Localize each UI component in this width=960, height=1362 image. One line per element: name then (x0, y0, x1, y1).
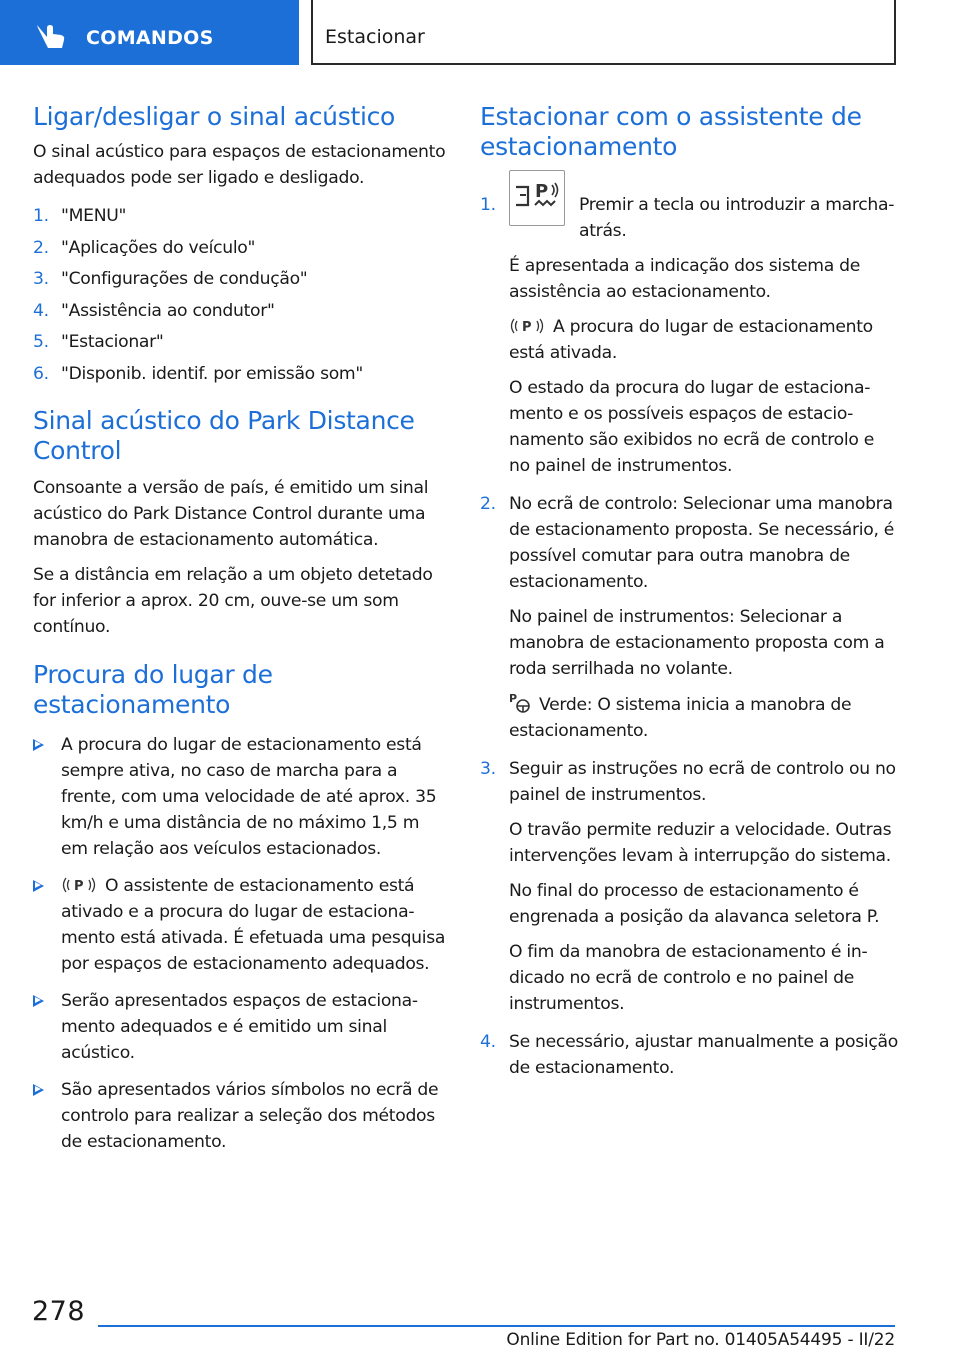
heading-pdc-signal: Sinal acústico do Park Distance Control (33, 405, 415, 465)
svg-text:P: P (535, 181, 548, 202)
list-item: 6. "Disponib. identif. por emissão som" (33, 363, 363, 384)
menu-steps-list (33, 203, 451, 387)
list-item: 3. Seguir as instruções no ecrã de controlo ou no painel de instrumentos. O travão permite reduzir a velocidade. Outras intervenções levam à interrupção do sistema. No final do processo de estacionamento é engrenada a posição da alavanca seletora P. O fim da manobra de estacionamento é indicado no ecrã de controlo e no painel de instrumentos. (480, 759, 896, 1014)
page-number: 278 (32, 1296, 86, 1327)
park-assist-signal-icon (61, 876, 97, 894)
edition-text: Online Edition for Part no. 01405A54495 - II/22 (506, 1330, 895, 1350)
heading-park-assistant: Estacionar com o assistente de estacionamento (480, 102, 862, 161)
svg-text:P: P (522, 320, 532, 335)
svg-text:P: P (74, 878, 84, 894)
chapter-box (311, 0, 896, 65)
list-item: 5. "Estacionar" (33, 332, 164, 352)
section-tab (0, 0, 299, 65)
list-item: 2. "Aplicações do veículo" (33, 237, 256, 258)
park-assist-signal-icon (509, 317, 545, 335)
list-item: São apresentados vários símbolos no ecrã de controlo para realizar a seleção dos métodos de estacionamento. (33, 1077, 451, 1155)
list-item: 3. "Configurações de condução" (33, 269, 308, 289)
list-item: 1. P Premir a tecla ou introduzir a marcha-atrás. É apresentada a indicação dos sistema de assistência ao estacionamento. P A procura do lugar de estacionamento está ativada. O estado da procura do lugar de estacionamento e os possíveis espaços de estacionamento são exibidos no ecrã de controlo e no painel de instrumentos. (480, 192, 898, 479)
triangle-bullet-icon (33, 880, 44, 892)
parking-search-bullets (33, 732, 451, 1155)
heading-acoustic-signal: Ligar/desligar o sinal acústico (33, 102, 396, 131)
left-column (33, 96, 451, 1166)
chapter-label: Estacionar (325, 26, 425, 48)
list-item: 1. "MENU" (33, 206, 127, 226)
list-item: 4. Se necessário, ajustar manualmente a posição de estacionamento. (480, 1032, 898, 1078)
list-item: 2. No ecrã de controlo: Selecionar uma manobra de estacionamento proposta. Se necessário, é possível comutar para outra manobra de estacionamento. No painel de instrumentos: Selecionar a manobra de estacionamento proposta com a roda serrilhada no volante. P Verde: O sistema inicia a manobra de estacionamento. (480, 494, 895, 741)
footer-divider (98, 1325, 895, 1327)
intro-paragraph: O sinal acústico para espaços de estacionamento adequados pode ser ligado e desligado. (33, 142, 446, 188)
pdc-paragraph-1: Consoante a versão de país, é emitido um sinal acústico do Park Distance Control durante uma manobra de estacionamento automática. (33, 477, 429, 550)
triangle-bullet-icon (33, 1084, 44, 1096)
hand-pointer-icon (34, 20, 68, 50)
park-assistant-steps (480, 181, 898, 1081)
list-item: 4. "Assistência ao condutor" (33, 300, 275, 321)
triangle-bullet-icon (33, 995, 44, 1007)
pdc-paragraph-2: Se a distância em relação a um objeto detetado for inferior a aprox. 20 cm, ouve-se um som contínuo. (33, 564, 433, 637)
heading-parking-search: Procura do lugar de estacionamento (33, 659, 273, 719)
steering-park-icon (509, 691, 531, 713)
park-assist-button-icon (509, 170, 565, 226)
triangle-bullet-icon (33, 739, 44, 751)
svg-text:P: P (509, 692, 517, 705)
section-label: COMANDOS (86, 27, 214, 49)
right-column (480, 96, 898, 1093)
list-item: P O assistente de estacionamento está ativado e a procura do lugar de estacionamento está ativada. É efetuada uma pesquisa por espaços de estacionamento adequados. (33, 873, 451, 977)
list-item: Serão apresentados espaços de estacionamento adequados e é emitido um sinal acústico. (33, 988, 451, 1066)
list-item: A procura do lugar de estacionamento está sempre ativa, no caso de marcha para a frente, com uma velocidade de até aprox. 35 km/h e uma distância de no máximo 1,5 m em relação aos veículos estacionados. (33, 732, 451, 862)
